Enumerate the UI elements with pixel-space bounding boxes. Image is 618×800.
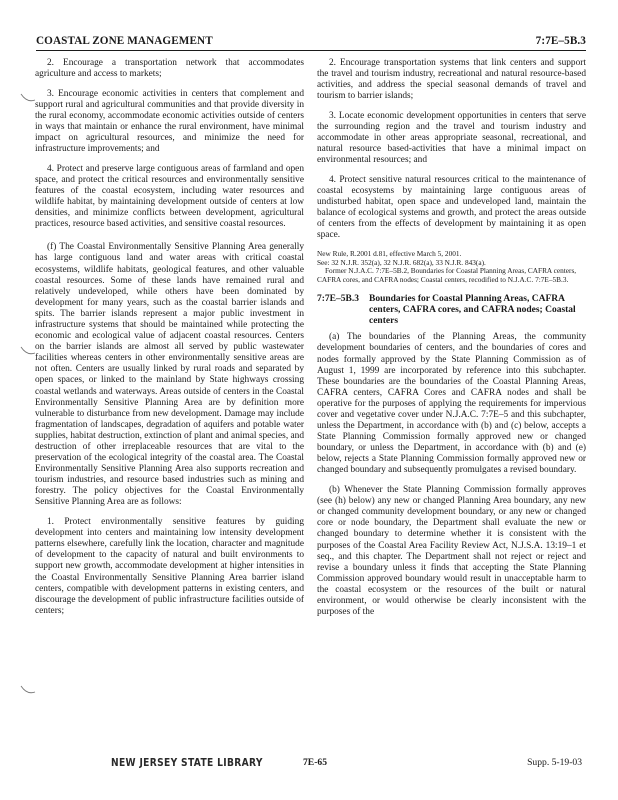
header-rule — [36, 50, 586, 51]
paragraph: 3. Encourage economic activities in centers that complement and support rural and agricultural communities and that provide diversity in the rural economy, accommodate economic activities outside of centers in ways that maintain or enhance the rural environment, have minimal impact on agricultural resources, and minimize the need for infrastructure improvements; and — [35, 88, 304, 155]
library-stamp: NEW JERSEY STATE LIBRARY — [111, 757, 263, 769]
paragraph: 4. Protect sensitive natural resources critical to the maintenance of coastal ecosystems by maintaining large contiguous areas of undisturbed habitat, open space and undeveloped land, maintain the balance of ecological systems and growth, and protect the areas outside of centers from the effects of development by maintaining it as open space. — [317, 174, 586, 241]
paragraph: 1. Protect environmentally sensitive features by guiding development into centers and maintaining low intensity development patterns elsewhere, carefully link the location, character and magnitude of development to the capacity of natural and built environments to support new growth, accommodate development at higher intensities in the Coastal Environmentally Sensitive Planning Area barrier island centers, compatible with development patterns in existing centers, and discourage the development of public infrastructure facilities outside of centers; — [35, 517, 304, 616]
binder-hole-mark-icon — [20, 683, 36, 695]
paragraph: (a) The boundaries of the Planning Areas, the community development boundaries of centers, and the boundaries of cores and nodes formally approved by the State Planning Commission as of August 1, 1999 are incorporated by reference into this subchapter. These boundaries are the boundaries of the Coastal Planning Areas, CAFRA centers, CAFRA Cores and CAFRA nodes and shall be operative for the purposes of applying the requirements for impervious cover and vegetative cover under N.J.A.C. 7:7E–5 and this subchapter, unless the Department, in accordance with (b) and (c) below, accepts a State Planning Commission formally approved new or changed boundary, or unless the Department, in accordance with (b) and (e) below, rejects a State Planning Commission formally approved new or changed boundary and subsequently promulgates a revised boundary. — [317, 332, 586, 476]
left-column — [35, 58, 304, 625]
paragraph: 2. Encourage transportation systems that link centers and support the travel and tourism industry, recreational and natural resource-based activities, and address the special seasonal demands of travel and tourism to barrier islands; — [317, 58, 586, 102]
paragraph: 3. Locate economic development opportunities in centers that serve the surrounding region and the travel and tourism industry and accommodate in other areas appropriate seasonal, recreational, and natural resource based-activities that have a minimal impact on environmental resources; and — [317, 110, 586, 166]
history-note: New Rule, R.2001 d.81, effective March 5, 2001. — [317, 248, 462, 258]
history-note: See: 32 N.J.R. 352(a), 32 N.J.R. 682(a), 33 N.J.R. 843(a). — [317, 257, 486, 267]
running-header — [36, 35, 586, 49]
page-number: 7E-65 — [303, 757, 327, 768]
paragraph: (b) Whenever the State Planning Commission formally approves (see (h) below) any new or changed Planning Area boundary, any new or changed community development boundary, or any new or changed core or node boundary, the Department shall evaluate the new or changed boundary to determine whether it is consistent with the purposes of the Coastal Area Facility Review Act, N.J.S.A. 13:19–1 et seq., and this chapter. The Department shall not reject or reject and revise a boundary unless it finds that accepting the State Planning Commission approved boundary would result in unacceptable harm to the coastal ecosystem or the resources of the built or natural environment, or would otherwise be clearly inconsistent with the purposes of the — [317, 485, 586, 618]
history-note: Former N.J.A.C. 7:7E–5B.2, Boundaries for Coastal Planning Areas, CAFRA centers, CAFRA cores, and CAFRA nodes; Coastal centers, recodified to N.J.A.C. 7:7E–5B.3. — [317, 266, 577, 285]
section-number: 7:7E–5B.3 — [317, 293, 359, 304]
header-section-ref: 7:7E–5B.3 — [535, 35, 586, 47]
paragraph: (f) The Coastal Environmentally Sensitive Planning Area generally has large contiguous land and water areas with critical coastal ecosystems, wildlife habitats, geological features, and other valuable coastal resources. Some of these lands have remained rural and relatively undeveloped, while others have been dominated by development for many years, such as the coastal barrier islands and spits. The barrier islands represent a major public investment in infrastructure systems that should be maintained while protecting the economic and ecological value of adjacent coastal resources. Centers on the barrier islands are almost all served by public wastewater facilities whereas centers in other environmentally sensitive areas are not often. Centers are usually linked by rural roads and separated by open spaces, or linked to the mainland by State highways crossing coastal wetlands and waterways. Areas outside of centers in the Coastal Environmentally Sensitive Planning Area are by definition more vulnerable to disturbance from new development. Damage may include fragmentation of landscapes, degradation of aquifers and potable water supplies, habitat destruction, extinction of plant and animal species, and destruction of other irreplaceable resources that are vital to the preservation of the ecological integrity of the coastal area. The Coastal Environmentally Sensitive Planning Area also supports recreation and tourism industries, and resource based industries such as mining and forestry. The policy objectives for the Coastal Environmentally Sensitive Planning Area are as follows: — [35, 242, 304, 508]
right-column — [317, 58, 586, 627]
section-title: Boundaries for Coastal Planning Areas, CAFRA centers, CAFRA cores, and CAFRA nodes; Coastal centers — [369, 293, 576, 327]
header-title: COASTAL ZONE MANAGEMENT — [36, 35, 213, 47]
section-heading — [317, 294, 586, 328]
binder-hole-mark-icon — [20, 344, 36, 356]
page-footer — [0, 757, 618, 777]
supplement-date: Supp. 5-19-03 — [527, 757, 582, 768]
paragraph: 2. Encourage a transportation network that accommodates agriculture and access to markets; — [35, 58, 304, 80]
paragraph: 4. Protect and preserve large contiguous areas of farmland and open space, and protect the critical resources and environmentally sensitive features of the coastal ecosystem, including water resources and wildlife habitat, by maintaining development outside of centers at low densities, and minimize conflicts between development, agricultural practices, resource based activities, and sensitive coastal resources. — [35, 163, 304, 230]
binder-hole-mark-icon — [20, 91, 36, 103]
history-notes — [317, 250, 586, 285]
